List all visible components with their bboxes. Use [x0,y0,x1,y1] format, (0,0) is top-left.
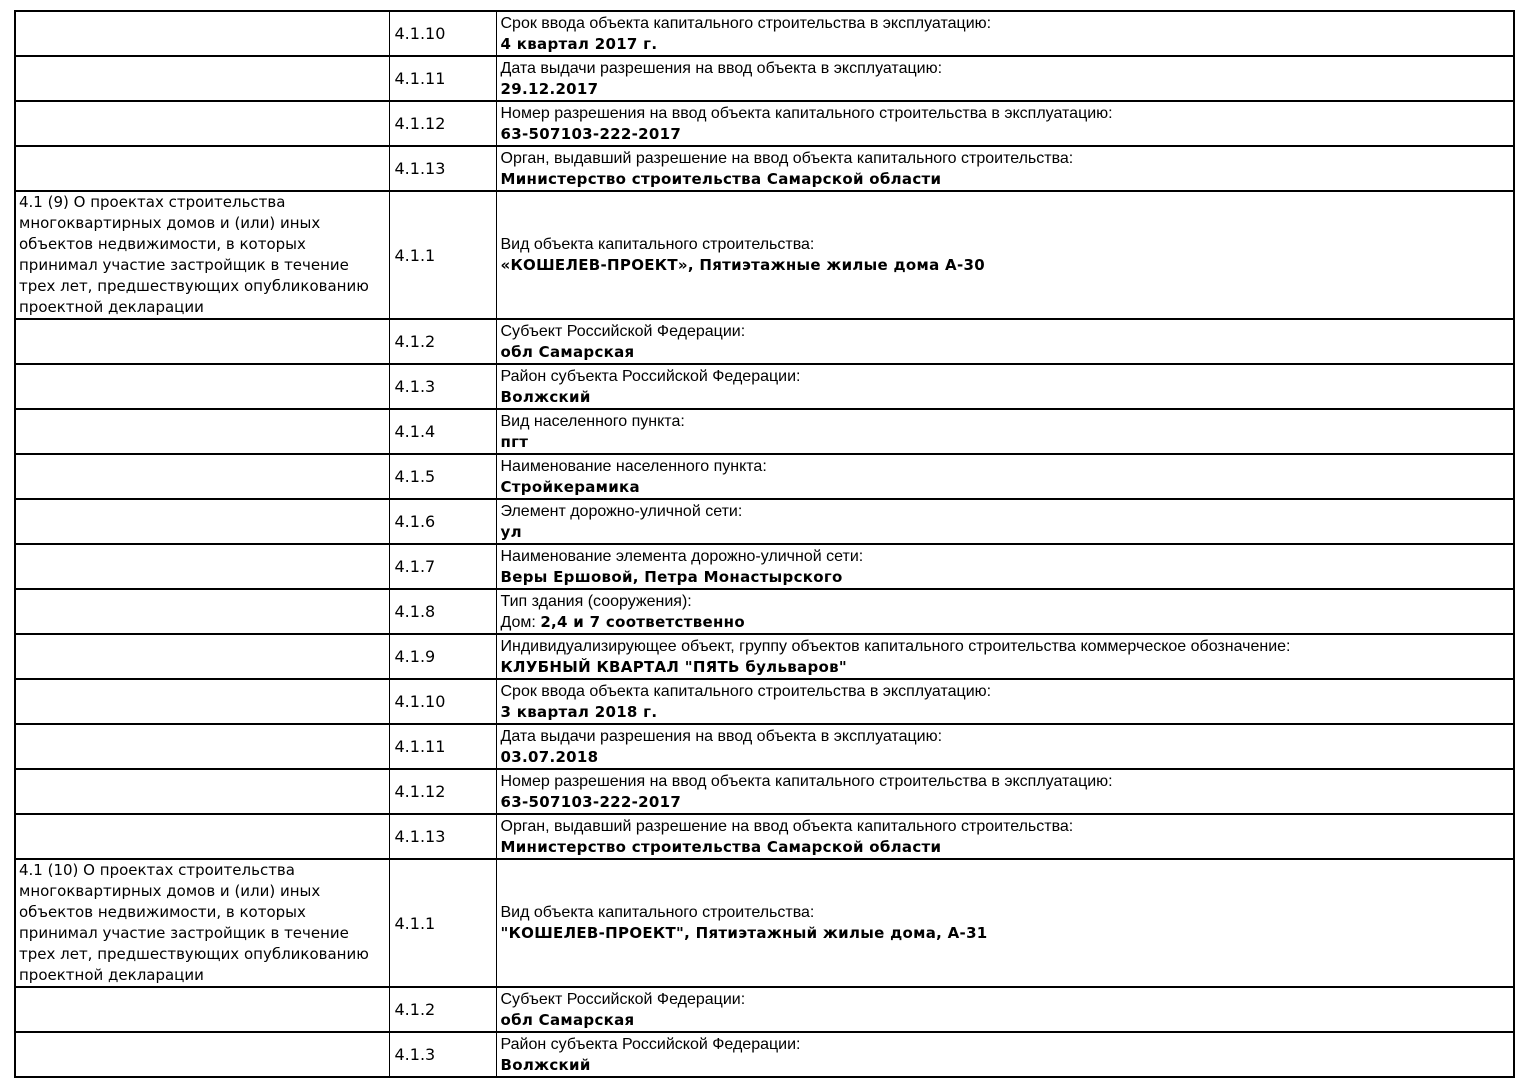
table-row [15,56,1514,101]
field-cell [496,589,1514,634]
field-value: 4 квартал 2017 г. [500,34,658,53]
field-label: Срок ввода объекта капитального строительства в эксплуатацию: [500,682,992,700]
row-number-cell [389,409,496,454]
field-label: Элемент дорожно-уличной сети: [500,502,743,520]
row-number-cell [389,454,496,499]
row-number-cell [389,191,496,319]
row-number: 4.1.13 [394,159,446,178]
row-number: 4.1.5 [394,467,436,486]
row-number: 4.1.11 [394,69,446,88]
row-number: 4.1.6 [394,512,436,531]
section-description-cell [15,859,389,987]
field-value-line [501,1055,1514,1076]
field-value-line [501,124,1514,145]
section-description-cell [15,454,389,499]
field-cell [496,634,1514,679]
field-value-line [501,477,1514,498]
row-number: 4.1.2 [394,332,436,351]
row-number: 4.1.13 [394,827,446,846]
field-label: Район субъекта Российской Федерации: [500,1035,801,1053]
field-value: 63-507103-222-2017 [500,124,682,143]
row-number: 4.1.8 [394,602,436,621]
row-number-cell [389,499,496,544]
field-label: Вид объекта капитального строительства: [500,236,815,253]
field-label: Дата выдачи разрешения на ввод объекта в эксплуатацию: [500,727,943,745]
field-label: Субъект Российской Федерации: [500,322,746,340]
field-cell [496,544,1514,589]
field-label: Номер разрешения на ввод объекта капитального строительства в эксплуатацию: [500,772,1113,790]
row-number: 4.1.2 [394,1000,436,1019]
field-value-line [501,657,1514,678]
section-description-cell [15,987,389,1032]
table-row [15,191,1514,319]
field-cell [496,679,1514,724]
row-number-cell [389,544,496,589]
field-value: ул [500,522,522,541]
table-row [15,101,1514,146]
field-value: Веры Ершовой, Петра Монастырского [500,567,843,586]
row-number-cell [389,679,496,724]
field-cell [496,814,1514,859]
field-cell [496,146,1514,191]
table-row [15,987,1514,1032]
field-cell [496,319,1514,364]
section-description-cell [15,11,389,56]
section-description-cell [15,146,389,191]
field-cell [496,101,1514,146]
field-value: 29.12.2017 [500,79,599,98]
field-label: Вид населенного пункта: [500,412,685,430]
row-number: 4.1.3 [394,377,436,396]
section-description-cell [15,769,389,814]
row-number: 4.1.12 [394,114,446,133]
field-label: Орган, выдавший разрешение на ввод объекта капитального строительства: [500,149,1074,167]
field-value-line [501,432,1514,453]
section-description: 4.1 (10) О проектах строительства многоквартирных домов и (или) иных объектов недвижимости, в которых принимал участие застройщик в течение трех лет, предшествующих опубликованию проектной декларации [19,861,369,984]
field-cell [496,769,1514,814]
field-value-line [501,387,1514,408]
field-value-line [501,837,1514,858]
field-value: «КОШЕЛЕВ-ПРОЕКТ», Пятиэтажные жилые дома А-30 [500,256,985,274]
field-label: Дата выдачи разрешения на ввод объекта в эксплуатацию: [500,59,943,77]
section-description-cell [15,319,389,364]
row-number-cell [389,634,496,679]
row-number-cell [389,364,496,409]
table-row [15,544,1514,589]
field-value: "КОШЕЛЕВ-ПРОЕКТ", Пятиэтажный жилые дома, А-31 [500,924,988,942]
section-description-cell [15,191,389,319]
field-label: Вид объекта капитального строительства: [500,904,815,921]
row-number: 4.1.1 [394,245,436,265]
field-value: Волжский [500,387,591,406]
row-number-cell [389,319,496,364]
table-row [15,589,1514,634]
row-number-cell [389,1032,496,1077]
row-number: 4.1.1 [394,913,436,933]
field-label: Тип здания (сооружения): [500,592,692,610]
table-row [15,769,1514,814]
table-row [15,1032,1514,1077]
field-value: обл Самарская [500,342,635,361]
field-value-line [501,34,1514,55]
field-label: Срок ввода объекта капитального строительства в эксплуатацию: [500,14,992,32]
field-value: 63-507103-222-2017 [500,792,682,811]
section-description-cell [15,679,389,724]
field-cell [496,364,1514,409]
field-value-line [501,792,1514,813]
section-description-cell [15,409,389,454]
row-number: 4.1.10 [394,692,446,711]
row-number-cell [389,814,496,859]
row-number-cell [389,589,496,634]
field-value-line [501,255,1514,276]
field-cell [496,56,1514,101]
table-row [15,11,1514,56]
field-label: Субъект Российской Федерации: [500,990,746,1008]
field-value-line [501,612,1514,633]
field-label: Район субъекта Российской Федерации: [500,367,801,385]
field-value: Министерство строительства Самарской области [500,169,942,188]
field-value: обл Самарская [500,1010,635,1029]
row-number: 4.1.11 [394,737,446,756]
table-row [15,724,1514,769]
table-row [15,319,1514,364]
table-row [15,634,1514,679]
section-description-cell [15,589,389,634]
declaration-table-body [15,11,1514,1077]
field-value-line [501,567,1514,588]
field-label: Наименование населенного пункта: [500,457,767,475]
field-cell [496,11,1514,56]
field-value-line [501,702,1514,723]
field-label: Орган, выдавший разрешение на ввод объекта капитального строительства: [500,817,1074,835]
field-label: Наименование элемента дорожно-уличной сети: [500,547,864,565]
field-value-line [501,342,1514,363]
field-cell [496,191,1514,319]
table-row [15,146,1514,191]
table-row [15,814,1514,859]
row-number: 4.1.10 [394,24,446,43]
field-value: 2,4 и 7 соответственно [540,612,745,631]
declaration-table [14,10,1515,1078]
row-number-cell [389,146,496,191]
row-number-cell [389,11,496,56]
section-description: 4.1 (9) О проектах строительства многоквартирных домов и (или) иных объектов недвижимости, в которых принимал участие застройщик в течение трех лет, предшествующих опубликованию проектной декларации [19,193,369,316]
field-cell [496,1032,1514,1077]
field-value-prefix: Дом: [500,613,541,631]
field-value: Министерство строительства Самарской области [500,837,942,856]
field-value-line [501,169,1514,190]
section-description-cell [15,1032,389,1077]
field-value: пгт [500,432,529,451]
table-row [15,364,1514,409]
section-description-cell [15,634,389,679]
section-description-cell [15,56,389,101]
row-number-cell [389,859,496,987]
section-description-cell [15,499,389,544]
table-row [15,679,1514,724]
section-description-cell [15,101,389,146]
row-number-cell [389,56,496,101]
table-row [15,859,1514,987]
row-number: 4.1.9 [394,647,436,666]
field-value-line [501,522,1514,543]
field-label: Индивидуализирующее объект, группу объектов капитального строительства коммерческое обозначение: [500,637,1291,655]
row-number: 4.1.4 [394,422,436,441]
field-value-line [501,1010,1514,1031]
field-cell [496,499,1514,544]
row-number: 4.1.7 [394,557,436,576]
field-value: 03.07.2018 [500,747,599,766]
row-number: 4.1.3 [394,1045,436,1064]
field-cell [496,409,1514,454]
field-value-line [501,747,1514,768]
field-value: Стройкерамика [500,477,640,496]
table-row [15,499,1514,544]
field-value-line [501,923,1514,944]
field-cell [496,724,1514,769]
table-row [15,409,1514,454]
row-number-cell [389,101,496,146]
row-number-cell [389,987,496,1032]
table-row [15,454,1514,499]
section-description-cell [15,544,389,589]
field-value: Волжский [500,1055,591,1074]
row-number: 4.1.12 [394,782,446,801]
field-value-line [501,79,1514,100]
field-cell [496,987,1514,1032]
section-description-cell [15,364,389,409]
row-number-cell [389,724,496,769]
field-label: Номер разрешения на ввод объекта капитального строительства в эксплуатацию: [500,104,1113,122]
section-description-cell [15,724,389,769]
field-value: 3 квартал 2018 г. [500,702,658,721]
field-value: КЛУБНЫЙ КВАРТАЛ "ПЯТЬ бульваров" [500,657,847,676]
section-description-cell [15,814,389,859]
field-cell [496,859,1514,987]
field-cell [496,454,1514,499]
row-number-cell [389,769,496,814]
